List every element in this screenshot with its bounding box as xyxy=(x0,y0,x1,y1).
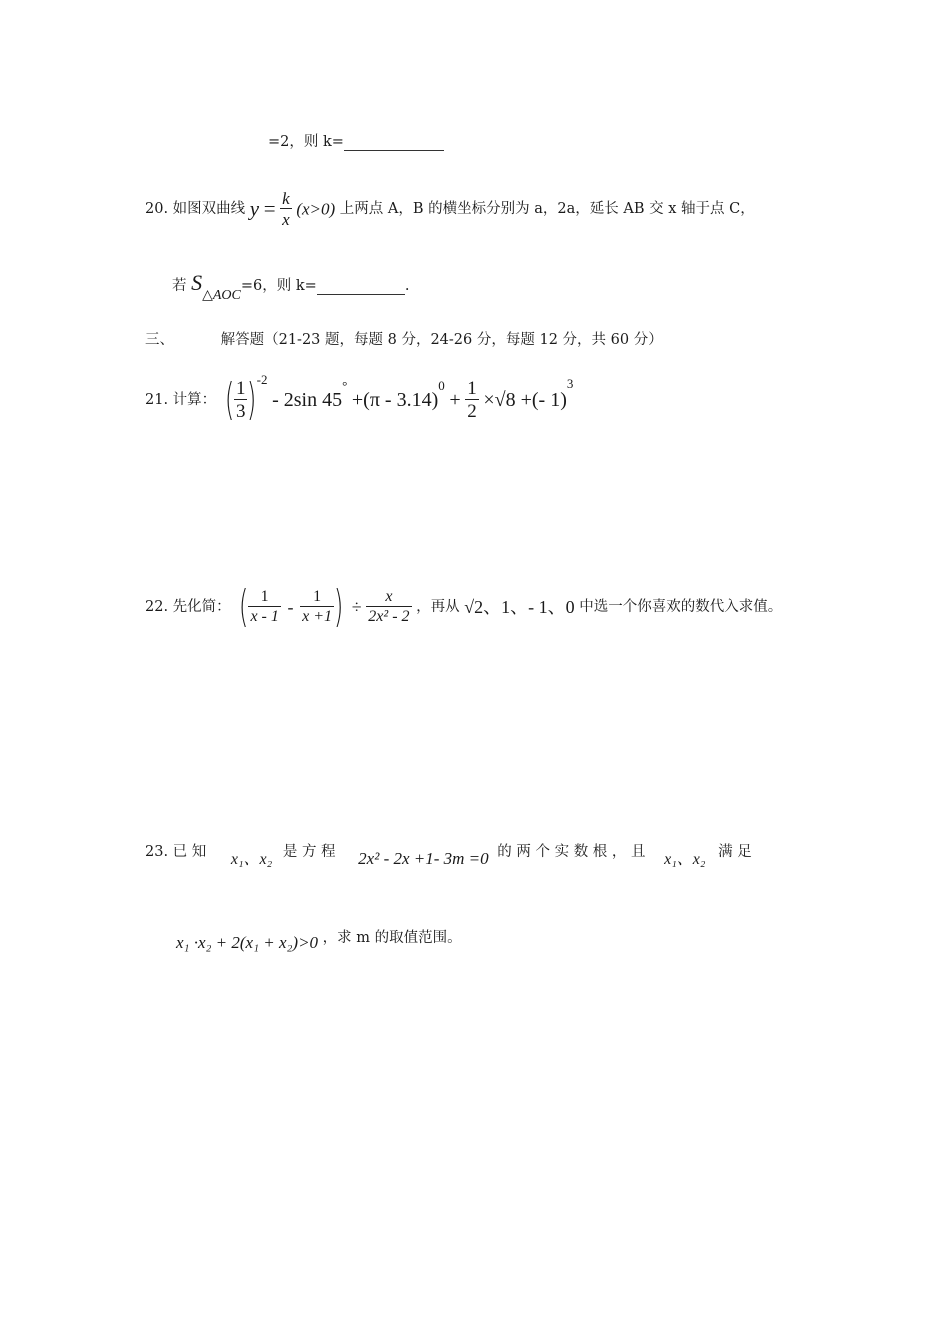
q22-f1-num: 1 xyxy=(260,588,269,605)
q23-line1 xyxy=(145,842,810,868)
q23-roots2: x₁、x₂ xyxy=(664,851,706,868)
q23-roots: x₁、x₂ xyxy=(230,851,273,868)
q21-exp3: 3 xyxy=(566,376,574,392)
q21-half-den: 2 xyxy=(467,401,477,422)
q22-values: √2、1、- 1、0 xyxy=(464,597,575,617)
q23-is-root-of: 是 方 程 xyxy=(282,844,336,860)
q20-formula-eq: = xyxy=(263,196,276,221)
q20-fraction xyxy=(280,190,292,228)
q23-condition: x₁ ·x₂ + 2(x₁ + x₂)>0 xyxy=(176,933,319,952)
q22-fraction1 xyxy=(248,589,280,625)
q21-exp0: 0 xyxy=(438,378,445,394)
q22-f3-num: x xyxy=(385,588,393,605)
q21-frac-num: 1 xyxy=(235,378,246,399)
q20-suffix: 上两点 A，B 的横坐标分别为 a，2a，延长 AB 交 x 轴于点 C， xyxy=(339,200,755,217)
q21-exp: -2 xyxy=(256,372,268,388)
q20-frac-num: k xyxy=(282,189,290,208)
q23-line2 xyxy=(176,928,462,952)
q20-frac-den: x xyxy=(282,210,290,229)
q21-deg: ° xyxy=(342,378,348,394)
q21-half xyxy=(465,379,479,421)
answer-blank xyxy=(344,135,444,151)
answer-blank-2 xyxy=(317,279,405,295)
q22-minus: - xyxy=(287,597,294,617)
q20-line2-mid: =6，则 k= xyxy=(240,278,317,294)
q21-right-paren: ) xyxy=(247,374,257,425)
q21-frac-den: 3 xyxy=(235,401,246,422)
q23-two-roots: 的 两 个 实 数 根 ， 且 xyxy=(497,844,646,860)
q20-area-sub: △AOC xyxy=(202,288,241,303)
q20-line2-end: . xyxy=(404,278,410,294)
q22-f3-den: 2x² - 2 xyxy=(368,608,410,625)
q22-mid: ，再从 xyxy=(416,598,460,615)
q21-half-num: 1 xyxy=(467,378,477,399)
section-number: 三、 xyxy=(145,332,174,348)
q22-f2-den: x +1 xyxy=(302,608,333,625)
q20-line2-prefix: 若 xyxy=(172,278,187,294)
q20-prefix: 20. 如图双曲线 xyxy=(145,200,246,217)
q22-div: ÷ xyxy=(351,597,362,617)
q21-part2: +(π - 3.14) xyxy=(351,389,439,411)
q22-fraction2 xyxy=(300,589,334,625)
q22-end: 中选一个你喜欢的数代入求值。 xyxy=(579,598,783,615)
q21-part1: - 2sin 45 xyxy=(272,389,343,411)
section-heading xyxy=(145,333,663,348)
q19-tail xyxy=(268,135,444,151)
q22-label: 22. 先化简： xyxy=(145,598,231,615)
q23-label: 23. 已 知 xyxy=(145,844,207,860)
section-title: 解答题（21-23 题，每题 8 分，24-26 分，每题 12 分，共 60 分） xyxy=(220,332,663,348)
q22-left-paren: ( xyxy=(239,581,249,632)
q21-label: 21. 计算： xyxy=(145,391,217,408)
q21 xyxy=(145,372,574,425)
q20-line1 xyxy=(145,190,755,228)
q22-f2-num: 1 xyxy=(313,588,322,605)
q23-ask: ，求 m 的取值范围。 xyxy=(322,930,462,946)
q23-equation: 2x² - 2x +1- 3m =0 xyxy=(358,849,489,868)
q20-formula-y: y xyxy=(249,196,260,221)
q20-area-symbol: S xyxy=(191,270,203,295)
q22-fraction3 xyxy=(366,589,411,625)
q23-satisfy: 满 足 xyxy=(718,844,752,860)
q20-line2 xyxy=(172,270,410,303)
q22-right-paren: ) xyxy=(333,581,344,632)
q20-formula-cond: (x>0) xyxy=(296,199,336,219)
q19-tail-text: =2，则 k= xyxy=(268,134,344,150)
q22 xyxy=(145,581,783,632)
q21-part3: + xyxy=(449,389,461,411)
q21-part4: ×√8 +(- 1) xyxy=(483,389,567,411)
q21-fraction xyxy=(234,379,248,421)
q22-f1-den: x - 1 xyxy=(250,608,279,625)
q21-left-paren: ( xyxy=(224,374,235,425)
